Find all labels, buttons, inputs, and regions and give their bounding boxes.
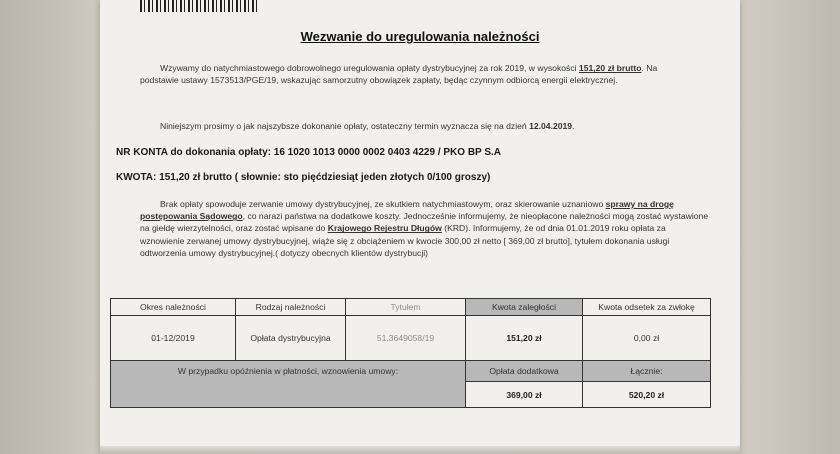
extra-fee-label-cell: Opłata dodatkowa — [466, 361, 583, 382]
paragraph-text: Niniejszym prosimy o jak najszybsze dokonanie opłaty, ostateczny termin wyznacza się na dzień — [160, 121, 530, 131]
type-cell: Opłata dystrybucyjna — [236, 316, 346, 361]
paragraph-text: . Na podstawie ustawy 1573513/PGE/19, wskazując samorzutny obowiązek zapłaty, będąc czynnym odbiorcą energii elektrycznej. — [140, 63, 658, 86]
table-summary-row — [111, 361, 711, 382]
wall-background-left — [0, 0, 110, 454]
table-header-cell: Kwota odsetek za zwłokę — [583, 299, 711, 316]
interest-cell: 0,00 zł — [583, 316, 711, 361]
wall-background-right — [730, 0, 840, 454]
period-cell: 01-12/2019 — [111, 316, 236, 361]
title-cell: 51.3649058/19 — [346, 316, 466, 361]
summary-label-cell: W przypadku opóźnienia w płatności, wznowienia umowy: — [111, 361, 466, 408]
paragraph-deadline — [160, 120, 700, 132]
table-header-cell: Rodzaj należności — [236, 299, 346, 316]
deadline-date: 12.04.2019 — [529, 121, 573, 131]
table-header-cell: Tytułem — [346, 299, 466, 316]
table-row — [111, 316, 711, 361]
paragraph-payment-demand — [140, 62, 696, 86]
paragraph-consequences — [140, 198, 710, 259]
barcode — [140, 0, 258, 12]
debt-table — [110, 298, 711, 408]
document-title: Wezwanie do uregulowania należności — [300, 29, 540, 44]
court-proceedings-text: sprawy na drogę postępowania Sądowego — [140, 199, 674, 222]
paragraph-text: Wzywamy do natychmiastowego dobrowolnego uregulowania opłaty dystrybucyjnej za rok 2019, w wysokości — [160, 63, 579, 73]
table-header-cell: Okres należności — [111, 299, 236, 316]
total-value-cell: 520,20 zł — [583, 382, 711, 408]
amount-line: KWOTA: 151,20 zł brutto ( słownie: sto pięćdziesiąt jeden złotych 0/100 groszy) — [116, 172, 491, 183]
amount-cell: 151,20 zł — [466, 316, 583, 361]
paragraph-text: (KRD). Informujemy, że od dnia 01.01.2019 roku opłata za wznowienie zerwanej umowy dystrybucyjnej, wiąże się z obciążeniem w kwocie 300,00 zł netto [ 369,00 zł brutto], tytułem dokonania usługi odtworzenia umowy dystrybucyjnej.( dotyczy obecnych klientów dystrybucji) — [140, 223, 670, 258]
extra-fee-value-cell: 369,00 zł — [466, 382, 583, 408]
account-number-line: NR KONTA do dokonania opłaty: 16 1020 1013 0000 0002 0403 4229 / PKO BP S.A — [116, 147, 501, 158]
paper-lower-edge — [100, 446, 740, 454]
paragraph-text: , co narazi państwa na dodatkowe koszty. Jednocześnie informujemy, że nieopłacone należności mogą zostać wystawione na giełdę wierzytelności, oraz zostać wpisane do — [140, 211, 709, 234]
debt-registry-text: Krajowego Rejestru Długów — [327, 223, 442, 234]
paragraph-text: Brak opłaty spowoduje zerwanie umowy dystrybucyjnej, ze skutkiem natychmiastowym, oraz skierowanie uznaniowo — [160, 199, 606, 209]
demand-amount: 151,20 zł brutto — [578, 63, 642, 73]
total-label-cell: Łącznie: — [583, 361, 711, 382]
table-header-cell: Kwota zaległości — [466, 299, 583, 316]
paragraph-text: . — [572, 121, 575, 131]
letter-sheet — [100, 0, 740, 454]
table-header-row — [111, 299, 711, 316]
